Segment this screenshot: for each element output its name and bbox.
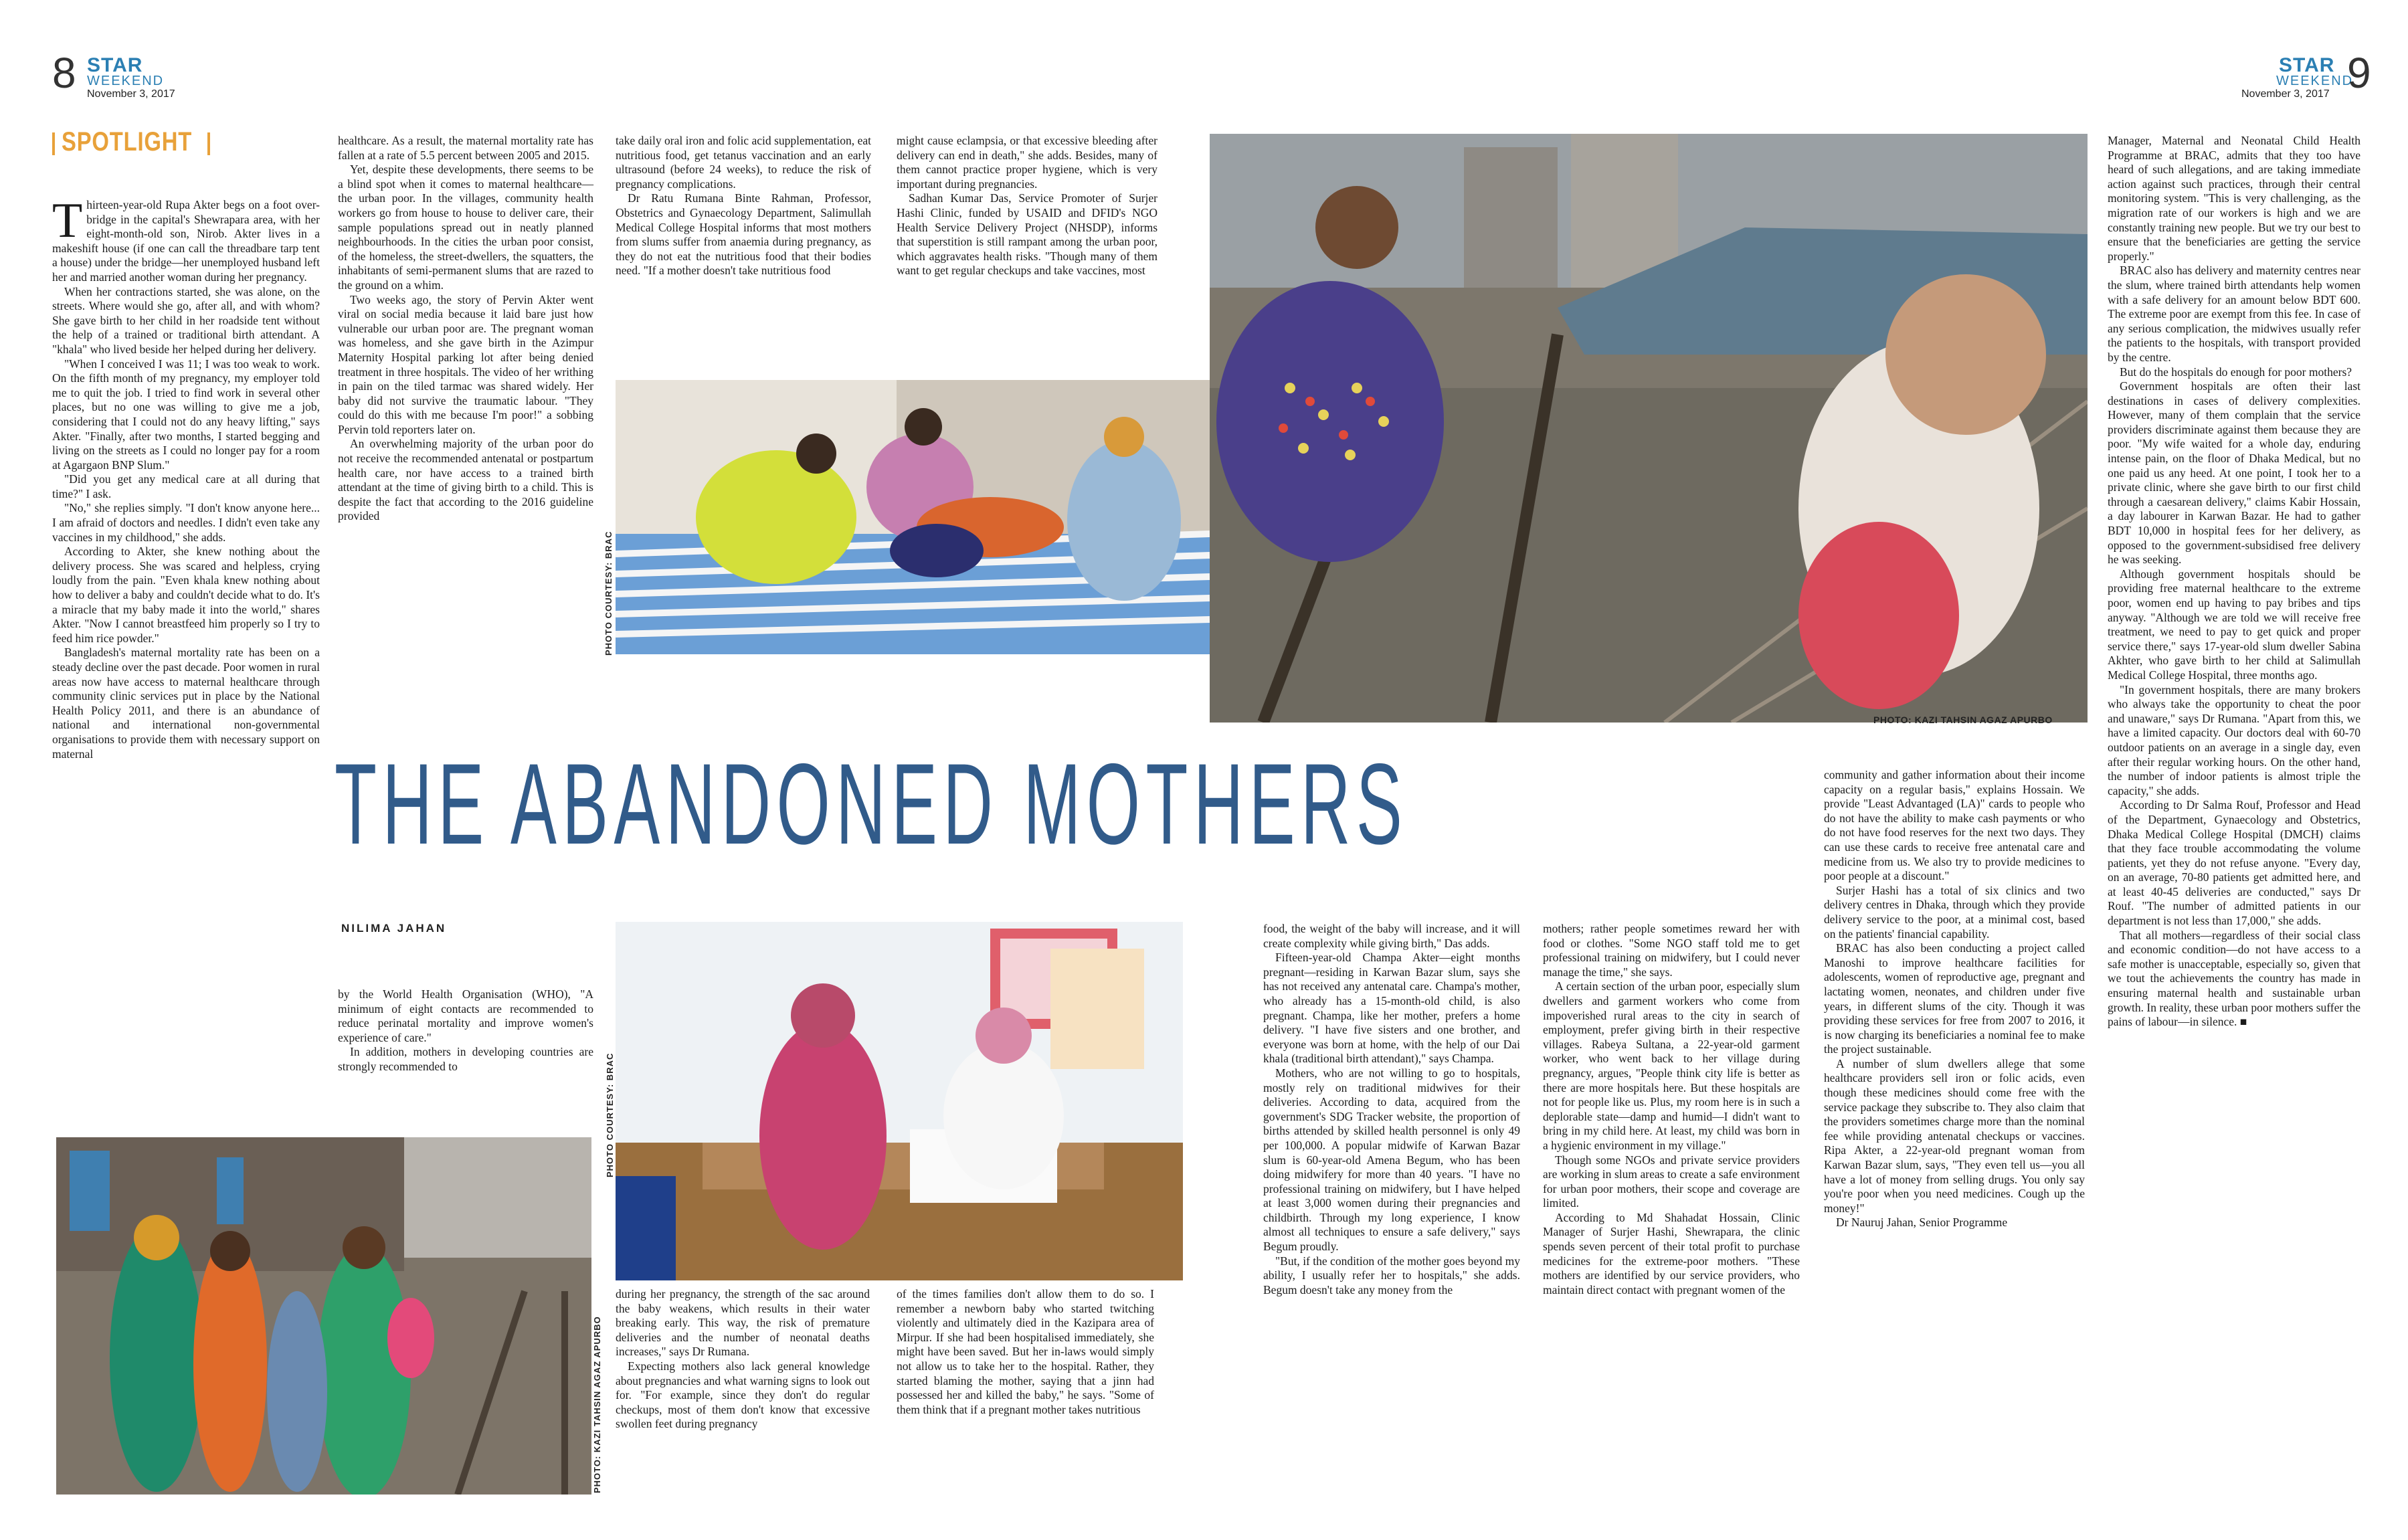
paragraph: Yet, despite these developments, there seems to be a blind spot when it comes to maternal healthcare—the urban poor. In the villages, community health workers go from house to house to deliver care, their sample populations spread out in neatly planned neighbourhoods. In the cities the urban poor consist, of the homeless, the street-dwellers, the squatters, the inhabitants of semi-permanent slums that are razed to the ground on a whim. [338, 163, 593, 292]
col1-paras [52, 193, 320, 761]
col3b-paras [616, 1287, 870, 1432]
column-6 [1543, 922, 1800, 1297]
photo-slum-women-tracks-image [56, 1137, 591, 1495]
col2b-paras [338, 987, 593, 1074]
paragraph: According to Md Shahadat Hossain, Clinic Manager of Surjer Hashi, Shewrapara, the clinic spends seven percent of their total profit to purchase medicines for the extreme-poor mothers. "These mothers are identified by our service providers, who maintain direct contact with pregnant women of the [1543, 1210, 1800, 1296]
paragraph: "In government hospitals, there are many brokers who always take the opportunity to cheat the poor and unaware," says Dr Rumana. "Apart from this, we have a limited capacity. Our doctors deal with 60-70 outdoor patients on an average in a single day, even after their regular working hours. On the other hand, the number of indoor patients is almost triple the capacity," she adds. [2108, 682, 2360, 797]
paragraph: might cause eclampsia, or that excessive bleeding after delivery can end in death," she adds. Besides, many of them cannot practice proper hygiene, which is very important during pregnancies. [897, 134, 1157, 191]
paragraph: Expecting mothers also lack general knowledge about pregnancies and what warning signs to look out for. "For example, since they don't do regular checkups, most of them don't know that excessive swollen feet during pregnancy [616, 1359, 870, 1431]
page-number-left: 8 [52, 49, 76, 97]
paragraph: Mothers, who are not willing to go to hospitals, mostly rely on traditional midwives for their deliveries. According to data, acquired from the government's SDG Tracker website, the proportion of births attended by skilled health personnel is only 49 per 100,000. A popular midwife of Karwan Bazar slum is 60-year-old Amena Begum, who has been doing midwifery for more than 40 years. "I have no professional training on midwifery, but I have helped at least 3,000 women during their pregnancies and childbirth. Through my long experience, I know almost all techniques to ensure a safe delivery," says Begum proudly. [1263, 1066, 1520, 1254]
column-4 [897, 134, 1157, 278]
paragraph: "But, if the condition of the mother goes beyond my ability, I usually refer her to hospitals," she adds. Begum doesn't take any money from the [1263, 1254, 1520, 1296]
paragraph: take daily oral iron and folic acid supplementation, eat nutritious food, get tetanus vaccination and an early ultrasound (before 24 weeks), to reduce the risk of pregnancy complications. [616, 134, 871, 191]
photo-credit-2: PHOTO: KAZI TAHSIN AGAZ APURBO [1873, 714, 2053, 725]
paragraph: Fifteen-year-old Champa Akter—eight months pregnant—residing in Karwan Bazar slum, says she has not received any antenatal care. Champa's mother, who already has a 15-month-old child, is also pregnant. Champa, like her mother, prefers a home delivery. "I have five sisters and one brother, and everyone was born at home, with the help of our Dai khala (traditional birth attendant)," says Champa. [1263, 951, 1520, 1066]
masthead-right [2241, 49, 2375, 106]
paragraph: by the World Health Organisation (WHO), "A minimum of eight contacts are recommended to reduce perinatal mortality and improve women's experience of care." [338, 987, 593, 1044]
photo-slum-girl-baby [1210, 134, 2088, 723]
paragraph: When her contractions started, she was alone, on the streets. Where would she go, after all, and with whom? She gave birth to her child in her roadside tent without the help of a trained or traditional birth attendant. A "khala" who lived beside her helped during her delivery. [52, 284, 320, 356]
section-bar-right [207, 132, 210, 155]
paragraph: Dr Ratu Rumana Binte Rahman, Professor, Obstetrics and Gynaecology Department, Salimullah Medical College Hospital informs that most mothers from slums suffer from anaemia during pregnancy, as they do not eat the nutritious food that their bodies need. "If a mother doesn't take nutritious food [616, 191, 871, 278]
column-3b [616, 1287, 870, 1432]
photo-credit-1: PHOTO COURTESY: BRAC [604, 531, 614, 656]
paragraph: Although government hospitals should be providing free maternal healthcare to the extreme poor, women end up having to pay bribes and tips anyway. "Although we are told we will receive free treatment, we need to pay to get quick and proper service there," says 17-year-old slum dweller Sabina Akhter, who gave birth to her child at Salimullah Medical College Hospital, three months ago. [2108, 567, 2360, 682]
column-4b [897, 1287, 1154, 1417]
page-number-right: 9 [2347, 49, 2371, 97]
paragraph: BRAC also has delivery and maternity centres near the slum, where trained birth attendants help women with a safe delivery for an amount below BDT 600. The extreme poor are exempt from this fee. In case of any serious complication, the midwives usually refer the patients to the hospitals, with transport provided by the centre. [2108, 264, 2360, 364]
drop-cap: T [52, 193, 83, 248]
column-5 [1263, 922, 1520, 1297]
column-2b [338, 987, 593, 1074]
col6-paras [1543, 922, 1800, 1297]
masthead-left [52, 49, 226, 106]
photo-credit-4: PHOTO: KAZI TAHSIN AGAZ APURBO [592, 1316, 602, 1493]
paragraph: That all mothers—regardless of their social class and economic condition—do not have access to a safe mother is unacceptable, especially so, given that we tout the achievements the country has made in ensuring maternal health and sustainable urban growth. In reality, these urban poor mothers suffer the pains of labour—in silence. ■ [2108, 928, 2360, 1029]
photo-slum-girl-baby-image [1210, 134, 2088, 723]
brand-star-left: STAR [87, 54, 143, 76]
brand-star-right: STAR [2279, 54, 2335, 76]
column-8 [2108, 134, 2360, 1030]
paragraph: Two weeks ago, the story of Pervin Akter went viral on social media because it laid bare just how vulnerable our urban poor are. The pregnant woman was homeless, and she gave birth in the Azimpur Maternity Hospital parking lot after being denied treatment in three hospitals. The video of her writhing in pain on the tiled tarmac was shared widely. Her baby did not survive the traumatic labour. "They could do this with me because I'm poor!" a sobbing Pervin told reporters later on. [338, 292, 593, 436]
paragraph: "When I conceived I was 11; I was too weak to work. On the fifth month of my pregnancy, my employer told me to quit the job. I tried to find work in several other places, but no one was willing to give me a job, considering that I could not do any heavy lifting," says Akter. "Finally, after two months, I started begging and living on the streets as I could no longer pay for a room at Agargaon BNP Slum." [52, 357, 320, 472]
paragraph: Surjer Hashi has a total of six clinics and two delivery centres in Dhaka, through which they provide delivery service to the poor, at a minimal cost, based on the patients' financial capability. [1824, 883, 2085, 941]
issue-date-right: November 3, 2017 [2241, 88, 2330, 100]
column-2 [338, 134, 593, 524]
paragraph: According to Dr Salma Rouf, Professor and Head of the Department, Gynaecology and Obstetrics, Dhaka Medical College Hospital (DMCH) claims that they face trouble accommodating the volume patients, yet they do not refuse anyone. "Every day, on an average, 70-80 patients get admitted here, and at least 40-45 deliveries are conducted," says Dr Rouf. "The number of admitted patients in our department is not less than 17,000," she adds. [2108, 798, 2360, 928]
col4-paras [897, 134, 1157, 278]
paragraph: Bangladesh's maternal mortality rate has been on a steady decline over the past decade. Poor women in rural areas now have access to maternal healthcare through community clinic services put in place by the National Health Policy 2011, and there is an abundance of national and international non-governmental organisations to provide them with necessary support on maternal [52, 646, 320, 761]
paragraph: A number of slum dwellers allege that some healthcare providers sell iron or folic acids, even though these medicines should come free with the service package they subscribe to. They also claim that the providers sometimes charge more than the nominal fee while providing antenatal checkups or vaccines. Ripa Akter, a 22-year-old pregnant woman from Karwan Bazar slum, says, "They even tell us—you all have a lot of money from selling drugs. You only say you're poor when you need medicines. Cough up the money!" [1824, 1056, 2085, 1215]
column-7 [1824, 768, 2085, 1230]
paragraph: "No," she replies simply. "I don't know anyone here... I am afraid of doctors and needles. I didn't even take any vaccines in my childhood," she adds. [52, 501, 320, 544]
paragraph: during her pregnancy, the strength of the sac around the baby weakens, which results in their water breaking early. This way, the risk of premature deliveries and the number of neonatal deaths increases," says Dr Rumana. [616, 1287, 870, 1359]
paragraph: But do the hospitals do enough for poor mothers? [2120, 365, 2352, 379]
col4b-paras [897, 1287, 1154, 1417]
paragraph: healthcare. As a result, the maternal mortality rate has fallen at a rate of 5.5 percent between 2005 and 2015. [338, 134, 593, 162]
section-bar-left [52, 132, 55, 155]
paragraph: A certain section of the urban poor, especially slum dwellers and garment workers who come from impoverished rural areas to the city in search of employment, prefer giving birth in their respective villages. Rabeya Sultana, a 22-year-old garment worker, who went back to her village during pregnancy, argues, "People think city life is better as there are more hospitals here. But these hospitals are not for people like us. Plus, my room here is in such a deplorable state—damp and humid—I didn't want to bring in my child here. At least, my child was born in a hygienic environment in my village." [1543, 979, 1800, 1152]
paragraph: Manager, Maternal and Neonatal Child Health Programme at BRAC, admits that they too have heard of such allegations, and are taking immediate action against such practices, through their central monitoring system. "This is very challenging, as the migration rate of our workers is high and we are constantly training new people. But we try our best to ensure that the beneficiaries are getting the service properly." [2108, 134, 2360, 263]
paragraph: mothers; rather people sometimes reward her with food or clothes. "Some NGO staff told me to get professional training on midwifery, but I could never manage the time," she says. [1543, 922, 1800, 979]
photo-clinic-mothers-image [616, 380, 1210, 654]
paragraph: "Did you get any medical care at all during that time?" I ask. [52, 472, 320, 500]
photo-doctor-consultation-image [616, 922, 1183, 1280]
byline: NILIMA JAHAN [341, 922, 447, 935]
brand-weekend-right: WEEKEND [2276, 74, 2354, 88]
paragraph: Dr Nauruj Jahan, Senior Programme [1836, 1216, 2008, 1230]
paragraph: An overwhelming majority of the urban poor do not receive the recommended antenatal or postpartum health care, nor have access to a trained birth attendant at the time of giving birth to a child. This is despite the fact that according to the 2016 guideline provided [338, 437, 593, 523]
paragraph: Sadhan Kumar Das, Service Promoter of Surjer Hashi Clinic, funded by USAID and DFID's NGO Health Service Delivery Project (NHSDP), informs that superstition is still rampant among the urban poor, which aggravates health risks. "Though many of them want to get regular checkups and take vaccines, most [897, 191, 1157, 278]
paragraph: Thirteen-year-old Rupa Akter begs on a foot over-bridge in the capital's Shewrapara area, with her eight-month-old son, Nirob. Akter lives in a makeshift house (if one can call the threadbare tarp tent a house) under the bridge—her unemployed husband left her and married another woman during her pregnancy. [52, 193, 320, 284]
paragraph: Government hospitals are often their last destinations in cases of delivery complexities. However, many of them complain that the service providers discriminate against them because they are poor. "My wife waited for a whole day, enduring intense pain, on the floor of Dhaka Medical, but no one paid us any heed. At one point, I took her to a private clinic, where she gave birth to our first child through a caesarean delivery," claims Kabir Hossain, a day labourer in Karwan Bazar. He had to gather BDT 10,000 in hospital fees for her delivery, as opposed to the government-subsidised free delivery he was seeking. [2108, 379, 2360, 567]
paragraph: food, the weight of the baby will increase, and it will create complexity while giving birth," Das adds. [1263, 922, 1520, 950]
paragraph: In addition, mothers in developing countries are strongly recommended to [338, 1045, 593, 1073]
headline: THE ABANDONED MOTHERS [335, 740, 1408, 868]
column-1 [52, 193, 320, 761]
paragraph: of the times families don't allow them to do so. I remember a newborn baby who started twitching violently and ultimately died in the Kazipara area of Mirpur. If she had been hospitalised immediately, she might have been saved. But her in-laws would simply not allow us to take her to the hospital. Rather, they started blaming the mother, saying that a jinn had possessed her and killed the baby," he says. "Some of them think that if a pregnant mother takes nutritious [897, 1287, 1154, 1416]
section-label: SPOTLIGHT [62, 127, 193, 157]
col5-paras [1263, 922, 1520, 1297]
brand-weekend-left: WEEKEND [87, 74, 165, 88]
paragraph: community and gather information about their income capacity on a regular basis," explains Hossain. We provide "Least Advantaged (LA)" cards to people who do not have the ability to make cash payments or who do not have food reserves for the next two days. They can use these cards to receive free antenatal care and medicine from us. We also try to provide medicines to poor people at a discount." [1824, 768, 2085, 883]
paragraph: BRAC has also been conducting a project called Manoshi to improve healthcare facilities for adolescents, women of reproductive age, pregnant and lactating women, neonates, and children under five years, in different slums of the city. Though it was providing these services for free from 2007 to 2016, it is now charging its beneficiaries a nominal fee to make the project sustainable. [1824, 941, 2085, 1056]
issue-date-left: November 3, 2017 [87, 88, 175, 100]
col7-paras [1824, 768, 2085, 1230]
photo-slum-women-tracks [56, 1137, 591, 1495]
col8-paras [2108, 134, 2360, 1030]
photo-doctor-consultation [616, 922, 1183, 1280]
photo-credit-3: PHOTO COURTESY: BRAC [605, 1052, 615, 1177]
paragraph: Though some NGOs and private service providers are working in slum areas to create a safe environment for urban poor mothers, their scope and coverage are limited. [1543, 1153, 1800, 1210]
col2-paras [338, 134, 593, 524]
photo-clinic-mothers [616, 380, 1210, 654]
column-3 [616, 134, 871, 278]
paragraph: According to Akter, she knew nothing about the delivery process. She was scared and helpless, crying loudly from the pain. "Even khala knew nothing about how to deliver a baby and couldn't decide what to do. It's a miracle that my baby made it into the world," shares Akter. "Now I cannot breastfeed him properly so I try to feed him rice powder." [52, 545, 320, 645]
col3-paras [616, 134, 871, 278]
